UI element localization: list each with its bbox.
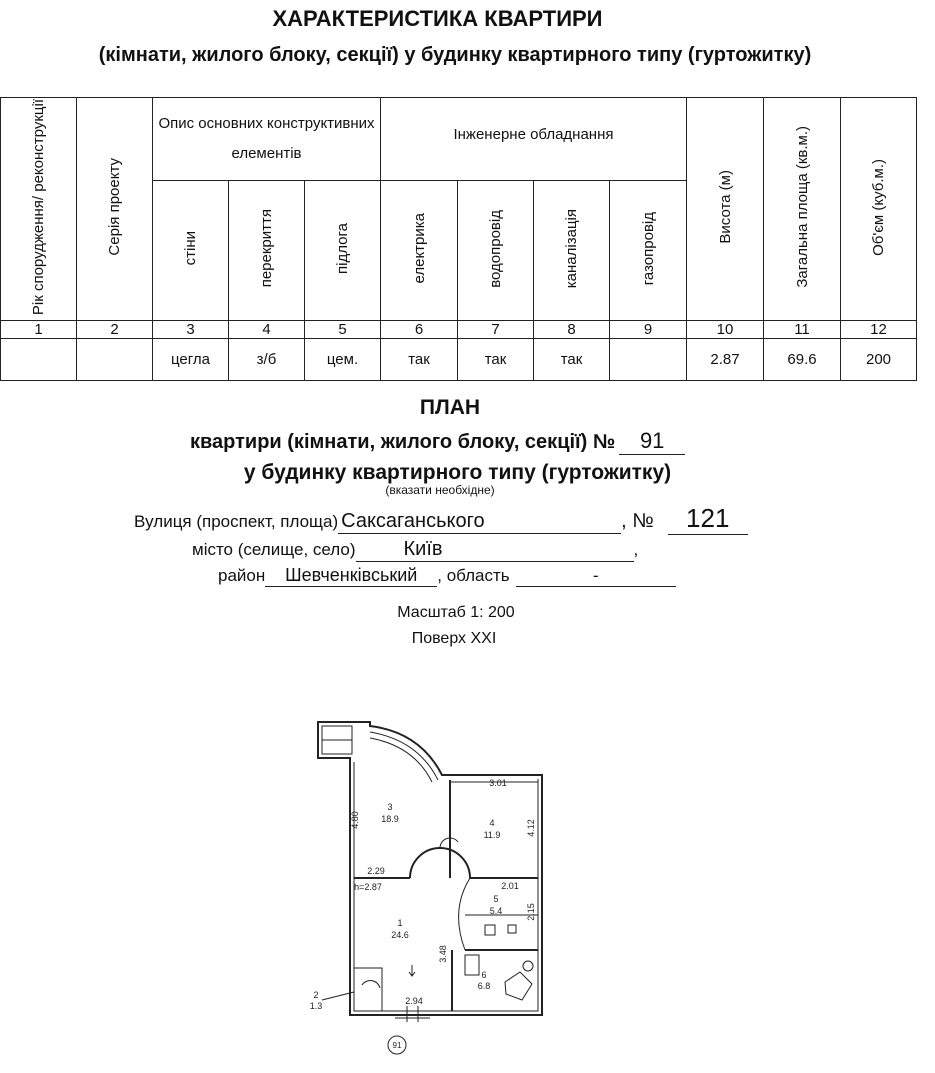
value-height: 2.87 [687, 339, 764, 381]
room6-area: 6.8 [477, 981, 491, 991]
region-label: , область [437, 566, 510, 585]
col-number: 5 [305, 321, 381, 339]
dim-height: h=2.87 [354, 882, 382, 892]
col-number: 10 [687, 321, 764, 339]
value-electric: так [381, 339, 458, 381]
value-water: так [458, 339, 534, 381]
plan-line-apartment: квартири (кімнати, жилого блоку, секції) № 91 [190, 428, 685, 455]
col-number: 7 [458, 321, 534, 339]
room4-area: 11.9 [483, 830, 501, 840]
house-number: 121 [668, 503, 748, 535]
header-slab: перекриття [229, 181, 305, 321]
characteristics-table [0, 97, 917, 381]
apartment-number: 91 [619, 428, 685, 455]
col-number: 6 [381, 321, 458, 339]
header-height: Висота (м) [687, 98, 764, 321]
dim-229: 2.29 [367, 866, 385, 876]
col-number: 4 [229, 321, 305, 339]
header-walls: стіни [153, 181, 229, 321]
room5-number: 5 [493, 894, 499, 904]
header-sewer: каналізація [534, 181, 610, 321]
col-number: 9 [610, 321, 687, 339]
header-floor: підлога [305, 181, 381, 321]
street-value: Саксаганського [338, 510, 621, 534]
room5-area: 5.4 [489, 906, 503, 916]
city-line: місто (селище, село) Київ , [192, 538, 639, 560]
room6-number: 6 [481, 970, 487, 980]
values-row [1, 339, 917, 381]
room2-area: 1.3 [309, 1001, 323, 1011]
header-area: Загальна площа (кв.м.) [764, 98, 841, 321]
plan-note: (вказати необхідне) [385, 483, 495, 497]
circle-number: 91 [392, 1041, 402, 1050]
header-electric: електрика [381, 181, 458, 321]
dim-301: 3.01 [489, 778, 507, 788]
street-line: Вулиця (проспект, площа) Саксаганського , № 121 [134, 503, 748, 535]
header-volume: Об'єм (куб.м.) [841, 98, 917, 321]
column-numbers-row [1, 321, 917, 339]
header-gas: газопровід [610, 181, 687, 321]
value-year [1, 339, 77, 381]
region-value: - [516, 566, 676, 587]
room4-number: 4 [489, 818, 495, 828]
col-number: 3 [153, 321, 229, 339]
dim-201: 2.01 [501, 881, 519, 891]
document-title: ХАРАКТЕРИСТИКА КВАРТИРИ [272, 6, 603, 31]
plan-line-building: у будинку квартирного типу (гуртожитку) [243, 461, 672, 484]
plan-heading: ПЛАН [419, 396, 481, 419]
header-series: Серія проекту [77, 98, 153, 321]
value-walls: цегла [153, 339, 229, 381]
col-number: 2 [77, 321, 153, 339]
dim-348: 3.48 [438, 945, 448, 963]
value-volume: 200 [841, 339, 917, 381]
scale-label: Масштаб 1: 200 [397, 604, 515, 621]
value-area: 69.6 [764, 339, 841, 381]
value-series [77, 339, 153, 381]
value-slab: з/б [229, 339, 305, 381]
district-value: Шевченківський [265, 565, 437, 587]
dim-294: 2.94 [405, 996, 423, 1006]
header-year: Рік спорудження/ реконструкції [1, 98, 77, 321]
header-water: водопровід [458, 181, 534, 321]
col-number: 8 [534, 321, 610, 339]
value-sewer: так [534, 339, 610, 381]
value-floor: цем. [305, 339, 381, 381]
floor-label: Поверх XXI [411, 630, 497, 647]
header-engineering-group: Інженерне обладнання [381, 98, 687, 181]
room1-area: 24.6 [391, 930, 409, 940]
header-construction-group: Опис основних конструктивних елементів [153, 98, 381, 181]
district-line: район Шевченківський , область - [218, 565, 676, 587]
dim-412: 4.12 [526, 819, 536, 837]
room2-number: 2 [313, 990, 319, 1000]
city-suffix: , [633, 540, 639, 559]
col-number: 12 [841, 321, 917, 339]
dim-480: 4.80 [350, 811, 360, 829]
room1-number: 1 [397, 918, 403, 928]
value-gas [610, 339, 687, 381]
dim-215: 2.15 [526, 903, 536, 921]
document-subtitle: (кімнати, жилого блоку, секції) у будинку квартирного типу (гуртожитку) [98, 44, 812, 66]
room3-number: 3 [387, 802, 393, 812]
room3-area: 18.9 [381, 814, 399, 824]
col-number: 11 [764, 321, 841, 339]
house-number-label: , № [621, 510, 654, 532]
floor-plan-drawing [300, 710, 560, 1060]
col-number: 1 [1, 321, 77, 339]
city-value: Київ [356, 538, 634, 562]
